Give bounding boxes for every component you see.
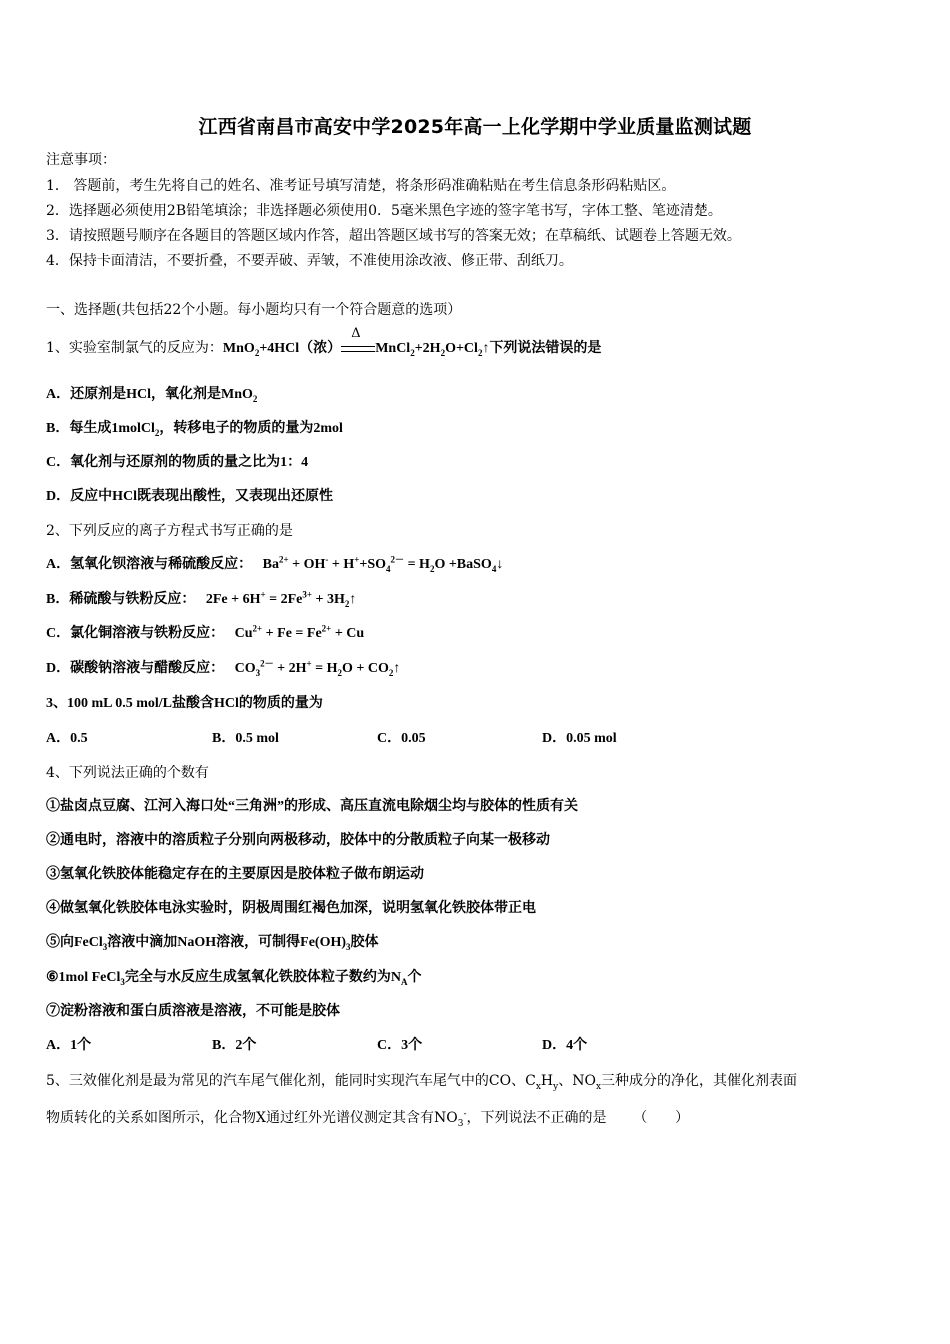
q4-statement-3: ③氢氧化铁胶体能稳定存在的主要原因是胶体粒子做布朗运动 [46,867,424,882]
q4-statement-5: ⑤向FeCl$_3$溶液中滴加NaOH溶液，可制得$Fe(OH)_3$胶体 [46,935,379,952]
q4-statement-6: ⑥1mol FeCl$_3$完全与水反应生成氢氧化铁胶体粒子数约为$N_A$个 [46,970,422,987]
q4-statement-1: ①盐卤点豆腐、江河入海口处“三角洲”的形成、高压直流电除烟尘均与胶体的性质有关 [46,799,578,814]
notice-item-2: 2．选择题必须使用2B铅笔填涂；非选择题必须使用0．5毫米黑色字迹的签字笔书写，字体工整、笔迹清楚。 [46,203,722,219]
q2-stem: 2、下列反应的离子方程式书写正确的是 [46,523,293,539]
q2-option-a: A．氢氧化钡溶液与稀硫酸反应： $Ba^{2+} + OH^- + H^++SO_4^{2-} = H_2O$ +BaSO$_4$↓ [46,554,504,574]
heat-equals-sign: Δ [341,338,375,358]
notice-item-1: 1． 答题前，考生先将自己的姓名、准考证号填写清楚，将条形码准确粘贴在考生信息条形码粘贴区。 [46,178,676,194]
q4-statement-7: ⑦淀粉溶液和蛋白质溶液是溶液，不可能是胶体 [46,1004,340,1019]
q1-option-a: A．还原剂是HCl，氧化剂是MnO$_2$ [46,387,258,404]
q2-option-c: C．氯化铜溶液与铁粉反应： $Cu^{2+} + Fe = Fe^{2+} + Cu$ [46,623,365,641]
q1-option-b: B．每生成1molCl$_2$，转移电子的物质的量为2mol [46,421,343,438]
q4-statement-4: ④做氢氧化铁胶体电泳实验时，阴极周围红褐色加深，说明氢氧化铁胶体带正电 [46,901,536,916]
q5-stem-line-2: 物质转化的关系如图所示，化合物X通过红外光谱仪测定其含有$NO_3^-$，下列说法不正确的是 （ ） [46,1109,690,1129]
q3-stem: 3、100 mL 0.5 mol/L盐酸含HCl的物质的量为 [46,696,323,711]
q4-option-a: A．1个 [46,1038,92,1053]
q2-option-d: D．碳酸钠溶液与醋酸反应： $CO_3^{2-} + 2H^+ = H_2O$ + $CO_2↑$ [46,658,401,678]
notice-heading: 注意事项： [46,152,116,168]
q2-option-b: B．稀硫酸与铁粉反应： $2Fe + 6H^+ = 2Fe^{3+}$ + $3H_2↑$ [46,589,357,609]
q1-stem: 1、实验室制氯气的反应为：MnO$_2$+4HCl（浓） Δ $MnCl_2+2H_2O+Cl_2↑$下列说法错误的是 [46,326,602,358]
q4-stem: 4、下列说法正确的个数有 [46,765,209,781]
q1-option-c: C．氧化剂与还原剂的物质的量之比为1：4 [46,455,309,470]
q3-option-d: D．0.05 mol [542,731,617,746]
q4-option-d: D．4个 [542,1038,588,1053]
page-title: 江西省南昌市高安中学2025年高一上化学期中学业质量监测试题 [198,116,752,138]
notice-item-3: 3．请按照题号顺序在各题目的答题区域内作答，超出答题区域书写的答案无效；在草稿纸、试题卷上答题无效。 [46,228,741,244]
q3-option-c: C．0.05 [377,731,426,746]
q5-stem-line-1: 5、三效催化剂是最为常见的汽车尾气催化剂，能同时实现汽车尾气中的CO、$C_xH_y$、$NO_x$三种成分的净化，其催化剂表面 [46,1073,798,1092]
q4-option-b: B．2个 [212,1038,257,1053]
q4-option-c: C．3个 [377,1038,423,1053]
q1-option-d: D．反应中HCl既表现出酸性，又表现出还原性 [46,489,333,504]
q4-statement-2: ②通电时，溶液中的溶质粒子分别向两极移动，胶体中的分散质粒子向某一极移动 [46,833,550,848]
q3-option-b: B．0.5 mol [212,731,279,746]
section-heading: 一、选择题(共包括22个小题。每小题均只有一个符合题意的选项） [46,302,462,318]
notice-item-4: 4．保持卡面清洁，不要折叠，不要弄破、弄皱，不准使用涂改液、修正带、刮纸刀。 [46,253,573,269]
q3-option-a: A．0.5 [46,731,88,746]
